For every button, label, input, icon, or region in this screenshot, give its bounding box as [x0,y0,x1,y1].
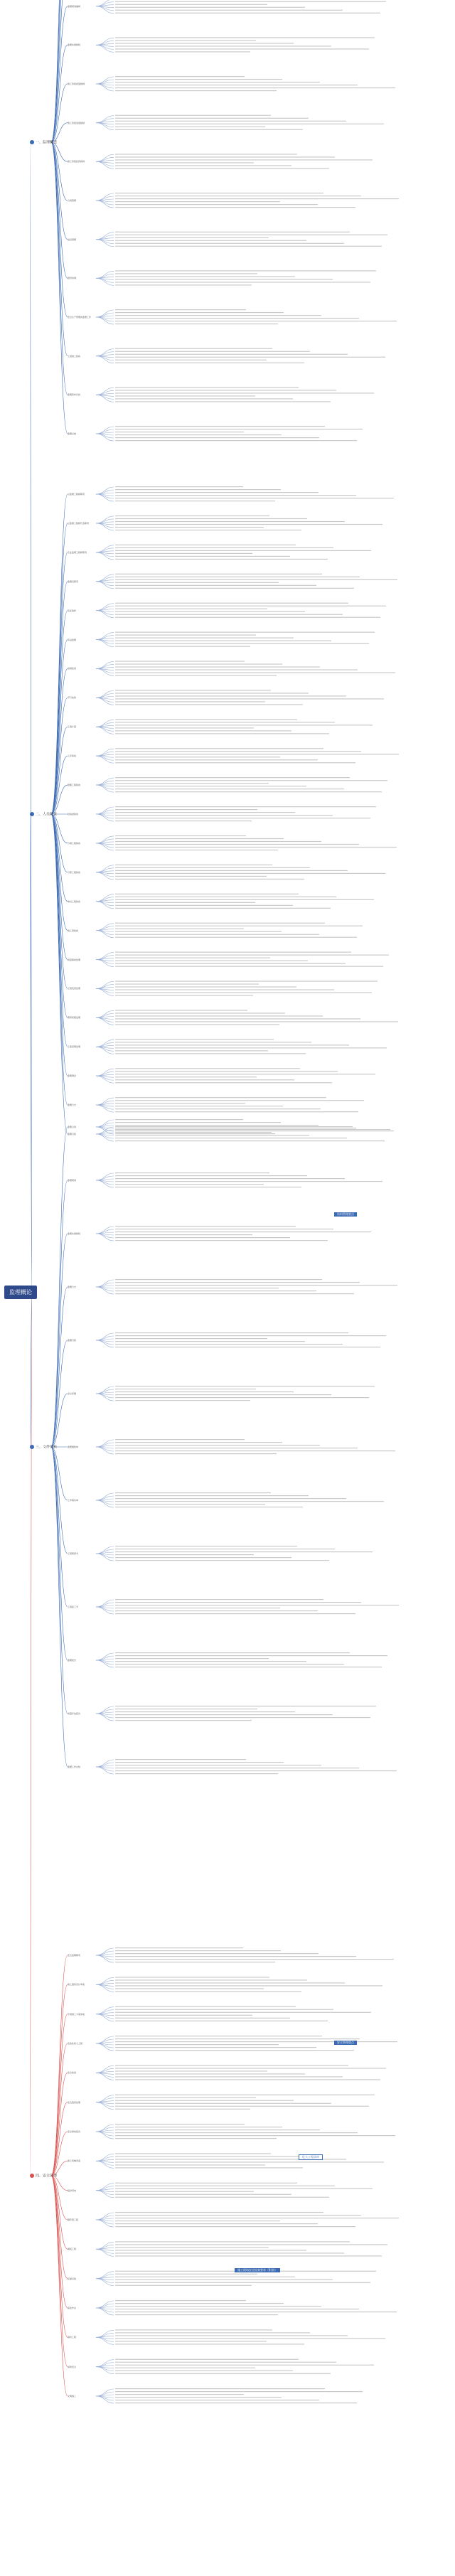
branch-node[interactable] [30,2174,57,2179]
topic-node[interactable]: 监理报告 [68,1659,77,1662]
topic-node[interactable]: 安全生产管理的监理工作 [68,316,92,319]
topic-node[interactable]: 工程暂停令 [68,1552,79,1555]
topic-node[interactable]: 竣工预验收 [68,929,79,932]
topic-node[interactable]: 专业监理工程师职责 [68,550,87,554]
branch-dot-icon [30,2174,34,2178]
topic-node[interactable]: 监理工作总结 [68,1765,81,1768]
topic-node[interactable]: 工程复工令 [68,1605,79,1608]
topic-node[interactable]: 监理月报 [68,1339,77,1342]
topic-node[interactable]: 平行检验 [68,696,77,700]
topic-node[interactable]: 施工组织设计审查 [68,1983,85,1987]
branch-dot-icon [30,812,34,816]
topic-node[interactable]: 监理通知单 [68,1445,79,1448]
topic-node[interactable]: 旁站监理 [68,638,77,641]
topic-node[interactable]: 高处作业 [68,2307,77,2309]
callout-tag[interactable]: 资料管理要点 [334,1212,357,1217]
topic-node[interactable]: 监理资料归档 [68,393,81,397]
topic-node[interactable]: 监理规划 [68,1179,77,1182]
branch-label: 一、监理概述 [36,140,58,145]
topic-node[interactable]: 合同管理 [68,199,77,202]
topic-node[interactable]: 工程计量 [68,725,77,729]
topic-node[interactable]: 模板工程 [68,2248,77,2251]
branch-dot-icon [30,140,34,144]
topic-node[interactable]: 监理实施细则 [68,1232,81,1235]
topic-node[interactable]: 消防安全 [68,2365,77,2368]
topic-node[interactable]: 安全检查 [68,2071,77,2075]
topic-node[interactable]: 施工阶段质量控制 [68,82,85,85]
topic-node[interactable]: 安全隐患处理 [68,2100,81,2104]
topic-node[interactable]: 信息管理 [68,237,77,241]
topic-node[interactable]: 工程竣工验收 [68,354,81,358]
topic-node[interactable]: 见证取样 [68,609,77,612]
topic-node[interactable]: 监理日志 [68,1103,77,1107]
topic-node[interactable]: 起重吊装 [68,2277,77,2280]
topic-node[interactable]: 专项施工方案审查 [68,2012,85,2016]
topic-node[interactable]: 危险性较大工程 [68,2042,83,2045]
branch-node[interactable] [30,1445,57,1450]
topic-node[interactable]: 脚手架工程 [68,2218,79,2221]
topic-node[interactable]: 监理合同 [68,1126,77,1128]
topic-node[interactable]: 监理月报 [68,1133,77,1135]
topic-node[interactable]: 总监理工程师职责 [68,493,85,496]
topic-node[interactable]: 临时用电 [68,2188,77,2192]
topic-node[interactable]: 监理日志 [68,1286,77,1288]
topic-node[interactable]: 隐蔽工程验收 [68,784,81,787]
topic-node[interactable]: 费用索赔处理 [68,1016,81,1020]
topic-node[interactable]: 施工阶段进度控制 [68,121,85,124]
topic-node[interactable]: 会议纪要 [68,1392,77,1395]
callout-tag[interactable]: 施工现场安全检查要求（附表） [235,2268,280,2272]
topic-node[interactable]: 组织协调 [68,277,77,280]
topic-node[interactable]: 分项工程验收 [68,841,81,845]
branch-label: 二、人员职责 [36,812,58,817]
topic-node[interactable]: 安全监理职责 [68,1954,81,1957]
topic-node[interactable]: 质量评估报告 [68,1712,81,1715]
callout-tag[interactable]: 安全管理重点 [334,2041,357,2045]
topic-node[interactable]: 工作联系单 [68,1499,79,1502]
topic-node[interactable]: 监理员职责 [68,579,79,583]
topic-node[interactable]: 施工阶段投资控制 [68,160,85,164]
topic-node[interactable]: 监理规划编制 [68,4,81,8]
topic-node[interactable]: 安全事故报告 [68,2130,81,2133]
topic-node[interactable]: 分部工程验收 [68,870,81,874]
branch-label: 三、文件资料 [36,1445,58,1450]
topic-node[interactable]: 工程延期处理 [68,1045,81,1049]
topic-node[interactable]: 单位工程验收 [68,899,81,903]
topic-node[interactable]: 工程变更处理 [68,987,81,990]
topic-node[interactable]: 质量事故处理 [68,958,81,961]
topic-node[interactable]: 工序验收 [68,754,77,758]
topic-node[interactable]: 检验批验收 [68,813,79,816]
branch-dot-icon [30,1445,34,1449]
branch-node[interactable] [30,140,57,145]
root-node[interactable]: 监理概论 [4,1286,37,1299]
branch-node[interactable] [30,812,57,817]
topic-node[interactable]: 总监理工程师代表职责 [68,521,90,525]
topic-node[interactable]: 监理总结 [68,432,77,435]
branch-label: 四、安全管理 [36,2174,58,2179]
topic-node[interactable]: 巡视检查 [68,667,77,670]
topic-node[interactable]: 施工机械设备 [68,2159,81,2163]
topic-node[interactable]: 基坑工程 [68,2336,77,2339]
callout-tag[interactable]: 危大工程清单 [299,2154,323,2160]
topic-node[interactable]: 文明施工 [68,2395,77,2398]
topic-node[interactable]: 监理例会 [68,1074,77,1078]
topic-node[interactable]: 监理实施细则 [68,43,81,47]
